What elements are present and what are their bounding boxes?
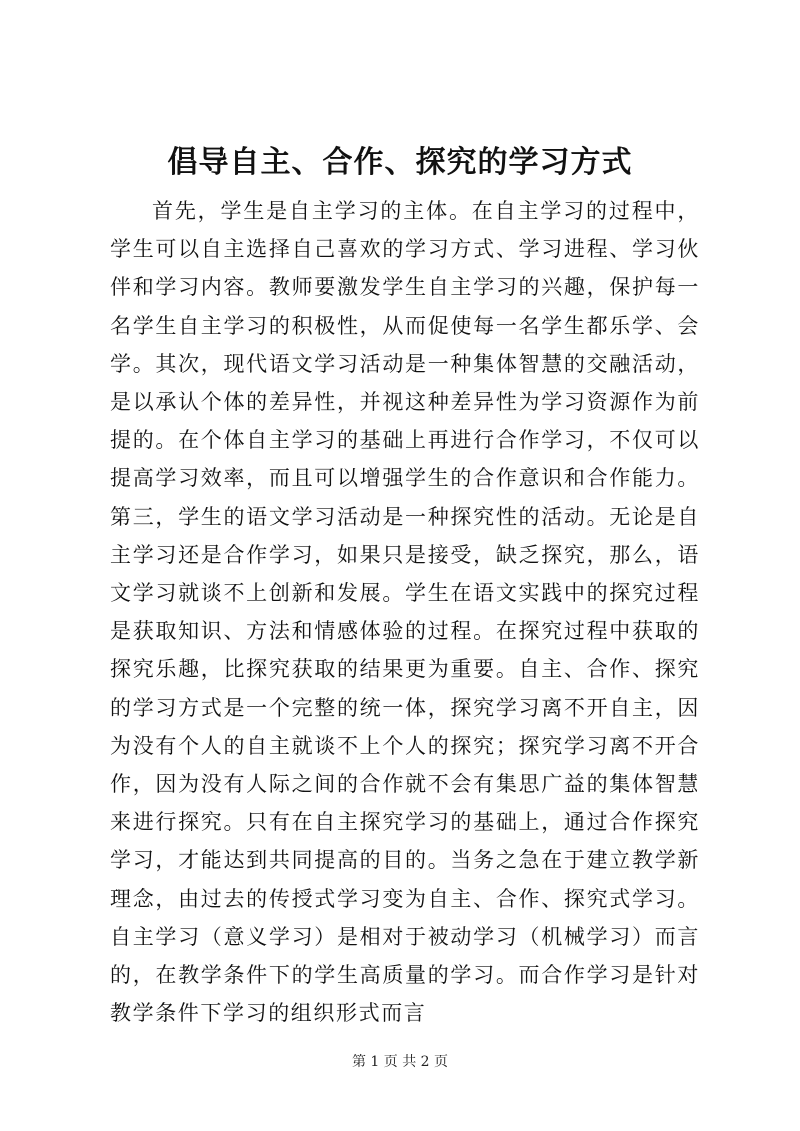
document-title: 倡导自主、合作、探究的学习方式 xyxy=(167,145,633,180)
page-number-footer: 第 1 页 共 2 页 xyxy=(351,1054,449,1070)
body-paragraph: 首先，学生是自主学习的主体。在自主学习的过程中，学生可以自主选择自己喜欢的学习方式、学习进程、学习伙伴和学习内容。教师要激发学生自主学习的兴趣，保护每一名学生自主学习的积极性，从而促使每一名学生都乐学、会学。其次，现代语文学习活动是一种集体智慧的交融活动，是以承认个体的差异性，并视这种差异性为学习资源作为前提的。在个体自主学习的基础上再进行合作学习，不仅可以提高学习效率，而且可以增强学生的合作意识和合作能力。第三，学生的语文学习活动是一种探究性的活动。无论是自主学习还是合作学习，如果只是接受，缺乏探究，那么，语文学习就谈不上创新和发展。学生在语文实践中的探究过程是获取知识、方法和情感体验的过程。在探究过程中获取的探究乐趣，比探究获取的结果更为重要。自主、合作、探究的学习方式是一个完整的统一体，探究学习离不开自主，因为没有个人的自主就谈不上个人的探究；探究学习离不开合作，因为没有人际之间的合作就不会有集思广益的集体智慧来进行探究。只有在自主探究学习的基础上，通过合作探究学习，才能达到共同提高的目的。当务之急在于建立教学新理念，由过去的传授式学习变为自主、合作、探究式学习。自主学习（意义学习）是相对于被动学习（机械学习）而言的，在教学条件下的学生高质量的学习。而合作学习是针对教学条件下学习的组织形式而言 xyxy=(110,199,700,1026)
